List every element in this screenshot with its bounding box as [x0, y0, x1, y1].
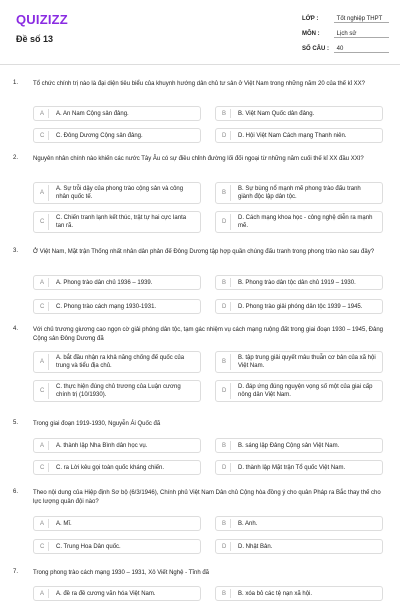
option-letter: A [40, 110, 45, 117]
option-letter: C [40, 132, 45, 139]
option-text: D. Cách mạng khoa học - công nghệ diễn ra mạnh mẽ. [238, 215, 373, 229]
question-number: 3. [13, 248, 19, 254]
option-text: D. đáp ứng đúng nguyện vọng số một của giai cấp nông dân Việt Nam. [238, 384, 373, 398]
option-a[interactable] [33, 516, 201, 531]
option-d[interactable] [215, 211, 383, 233]
quizizz-logo: QUIZIZZ [16, 12, 68, 27]
option-letter: D [222, 388, 227, 394]
option-letter: D [222, 543, 227, 550]
question-text: Ở Việt Nam, Mặt trận Thống nhất nhân dân phản đế Đông Dương tập hợp quần chúng đấu tranh trong phong trào nào sau đây? [33, 249, 375, 255]
question-number: 7. [13, 569, 19, 575]
option-text: A. An Nam Cộng sản đảng. [56, 110, 129, 117]
option-letter: C [40, 464, 45, 471]
option-letter: B [222, 110, 227, 117]
option-text: B. xóa bỏ các tệ nạn xã hội. [238, 590, 313, 597]
option-letter: B [222, 520, 227, 527]
option-letter: A [40, 590, 45, 597]
option-text: A. Sự trỗi dậy của phong trào cộng sản và công nhân quốc tế. [56, 186, 184, 200]
option-letter: A [40, 442, 45, 449]
question-number: 6. [13, 489, 19, 495]
option-letter: B [222, 442, 227, 449]
option-letter: C [40, 388, 45, 394]
option-c[interactable] [33, 380, 201, 402]
worksheet-header [0, 0, 400, 65]
option-b[interactable] [215, 275, 383, 290]
option-letter: B [222, 190, 227, 196]
option-text: A. thành lập Nha Bình dân học vụ. [56, 442, 148, 449]
option-text: C. ra Lời kêu gọi toàn quốc kháng chiến. [56, 464, 165, 471]
option-letter: A [40, 359, 45, 365]
option-text: D. thành lập Mặt trận Tổ quốc Việt Nam. [238, 464, 346, 471]
question-number: 5. [13, 420, 19, 426]
option-letter: D [222, 219, 227, 225]
question-number: 1. [13, 80, 19, 86]
option-letter: B [222, 279, 227, 286]
option-c[interactable] [33, 539, 201, 554]
option-text: B. Phong trào dân tộc dân chủ 1919 – 1930. [238, 279, 356, 286]
info-count-row [302, 46, 389, 53]
info-value: Tốt nghiệp THPT [334, 16, 389, 23]
option-b[interactable] [215, 438, 383, 453]
option-c[interactable] [33, 460, 201, 475]
option-c[interactable] [33, 299, 201, 314]
info-label: MÔN : [302, 31, 320, 37]
option-d[interactable] [215, 460, 383, 475]
option-d[interactable] [215, 128, 383, 143]
option-text: D. Phong trào giải phóng dân tộc 1939 – 1945. [238, 303, 363, 310]
info-value: 40 [334, 46, 389, 53]
option-text: C. thực hiện đúng chủ trương của Luận cương chính trị (10/1930). [56, 384, 181, 398]
question-number: 4. [13, 326, 19, 332]
option-b[interactable] [215, 516, 383, 531]
option-b[interactable] [215, 182, 383, 204]
option-letter: B [222, 590, 227, 597]
option-text: A. bắt đầu nhận ra khả năng chống đế quốc của trung và tiểu địa chủ. [56, 355, 185, 369]
option-text: B. sáng lập Đảng Cộng sản Việt Nam. [238, 442, 340, 449]
option-letter: C [40, 303, 45, 310]
option-letter: C [40, 543, 45, 550]
info-label: LỚP : [302, 16, 319, 22]
question-number: 2. [13, 155, 19, 161]
option-text: C. Trung Hoa Dân quốc. [56, 543, 121, 550]
option-a[interactable] [33, 438, 201, 453]
option-a[interactable] [33, 106, 201, 121]
question-text: Nguyên nhân chính nào khiến các nước Tây Âu có sự điều chỉnh đường lối đối ngoại từ những năm cuối thế kỉ XX đầu XXI? [33, 156, 364, 162]
worksheet-title: Đề số 13 [16, 34, 54, 44]
info-label: SỐ CÂU : [302, 46, 329, 52]
option-text: D. Hội Việt Nam Cách mạng Thanh niên. [238, 132, 347, 139]
option-text: C. Phong trào cách mạng 1930-1931. [56, 303, 157, 310]
option-text: B. tập trung giải quyết mâu thuẫn cơ bản của xã hội Việt Nam. [238, 355, 376, 369]
option-d[interactable] [215, 299, 383, 314]
option-a[interactable] [33, 351, 201, 373]
option-text: B. Anh. [238, 520, 258, 527]
question-text: Trong phong trào cách mạng 1930 – 1931, Xô Viết Nghệ - Tĩnh đã [33, 570, 210, 576]
option-d[interactable] [215, 380, 383, 402]
option-d[interactable] [215, 539, 383, 554]
option-b[interactable] [215, 106, 383, 121]
option-text: B. Việt Nam Quốc dân đảng. [238, 110, 315, 117]
option-text: A. Phong trào dân chủ 1936 – 1939. [56, 279, 153, 286]
option-a[interactable] [33, 182, 201, 204]
option-a[interactable] [33, 586, 201, 601]
info-class-row [302, 16, 389, 23]
option-letter: A [40, 520, 45, 527]
option-letter: B [222, 359, 227, 365]
option-text: C. Chiến tranh lạnh kết thúc, trật tự hai cực Ianta tan rã. [56, 215, 187, 229]
question-text: Theo nội dung của Hiệp định Sơ bộ (6/3/1946), Chính phủ Việt Nam Dân chủ Cộng hòa đồng ý cho quân Pháp ra Bắc thay thế cho lực lượng quân đội nào? [33, 490, 381, 505]
option-text: C. Đông Dương Cộng sản đảng. [56, 132, 143, 139]
info-value: Lịch sử [334, 31, 389, 38]
info-subject-row [302, 31, 389, 38]
option-text: A. Mĩ. [56, 520, 72, 527]
option-c[interactable] [33, 128, 201, 143]
question-text: Với chủ trương giương cao ngọn cờ giải phóng dân tộc, tạm gác nhiệm vụ cách mạng ruộng đất trong giai đoạn 1930 – 1945, Đảng Cộng sản Đông Dương đã [33, 327, 383, 342]
option-letter: C [40, 219, 45, 225]
option-letter: A [40, 279, 45, 286]
option-letter: D [222, 464, 227, 471]
option-c[interactable] [33, 211, 201, 233]
option-text: B. Sự bùng nổ mạnh mẽ phong trào đấu tranh giành độc lập dân tộc. [238, 186, 361, 200]
question-text: Trong giai đoạn 1919-1930, Nguyễn Ái Quốc đã [33, 421, 161, 427]
option-b[interactable] [215, 351, 383, 373]
option-text: A. đề ra đề cương văn hóa Việt Nam. [56, 590, 156, 597]
option-letter: D [222, 132, 227, 139]
option-a[interactable] [33, 275, 201, 290]
option-letter: A [40, 190, 45, 196]
question-text: Tổ chức chính trị nào là đại diện tiêu biểu của khuynh hướng dân chủ tư sản ở Việt Nam trong những năm 20 của thế kỉ XX? [33, 81, 366, 87]
option-text: D. Nhật Bản. [238, 543, 273, 550]
option-b[interactable] [215, 586, 383, 601]
option-letter: D [222, 303, 227, 310]
